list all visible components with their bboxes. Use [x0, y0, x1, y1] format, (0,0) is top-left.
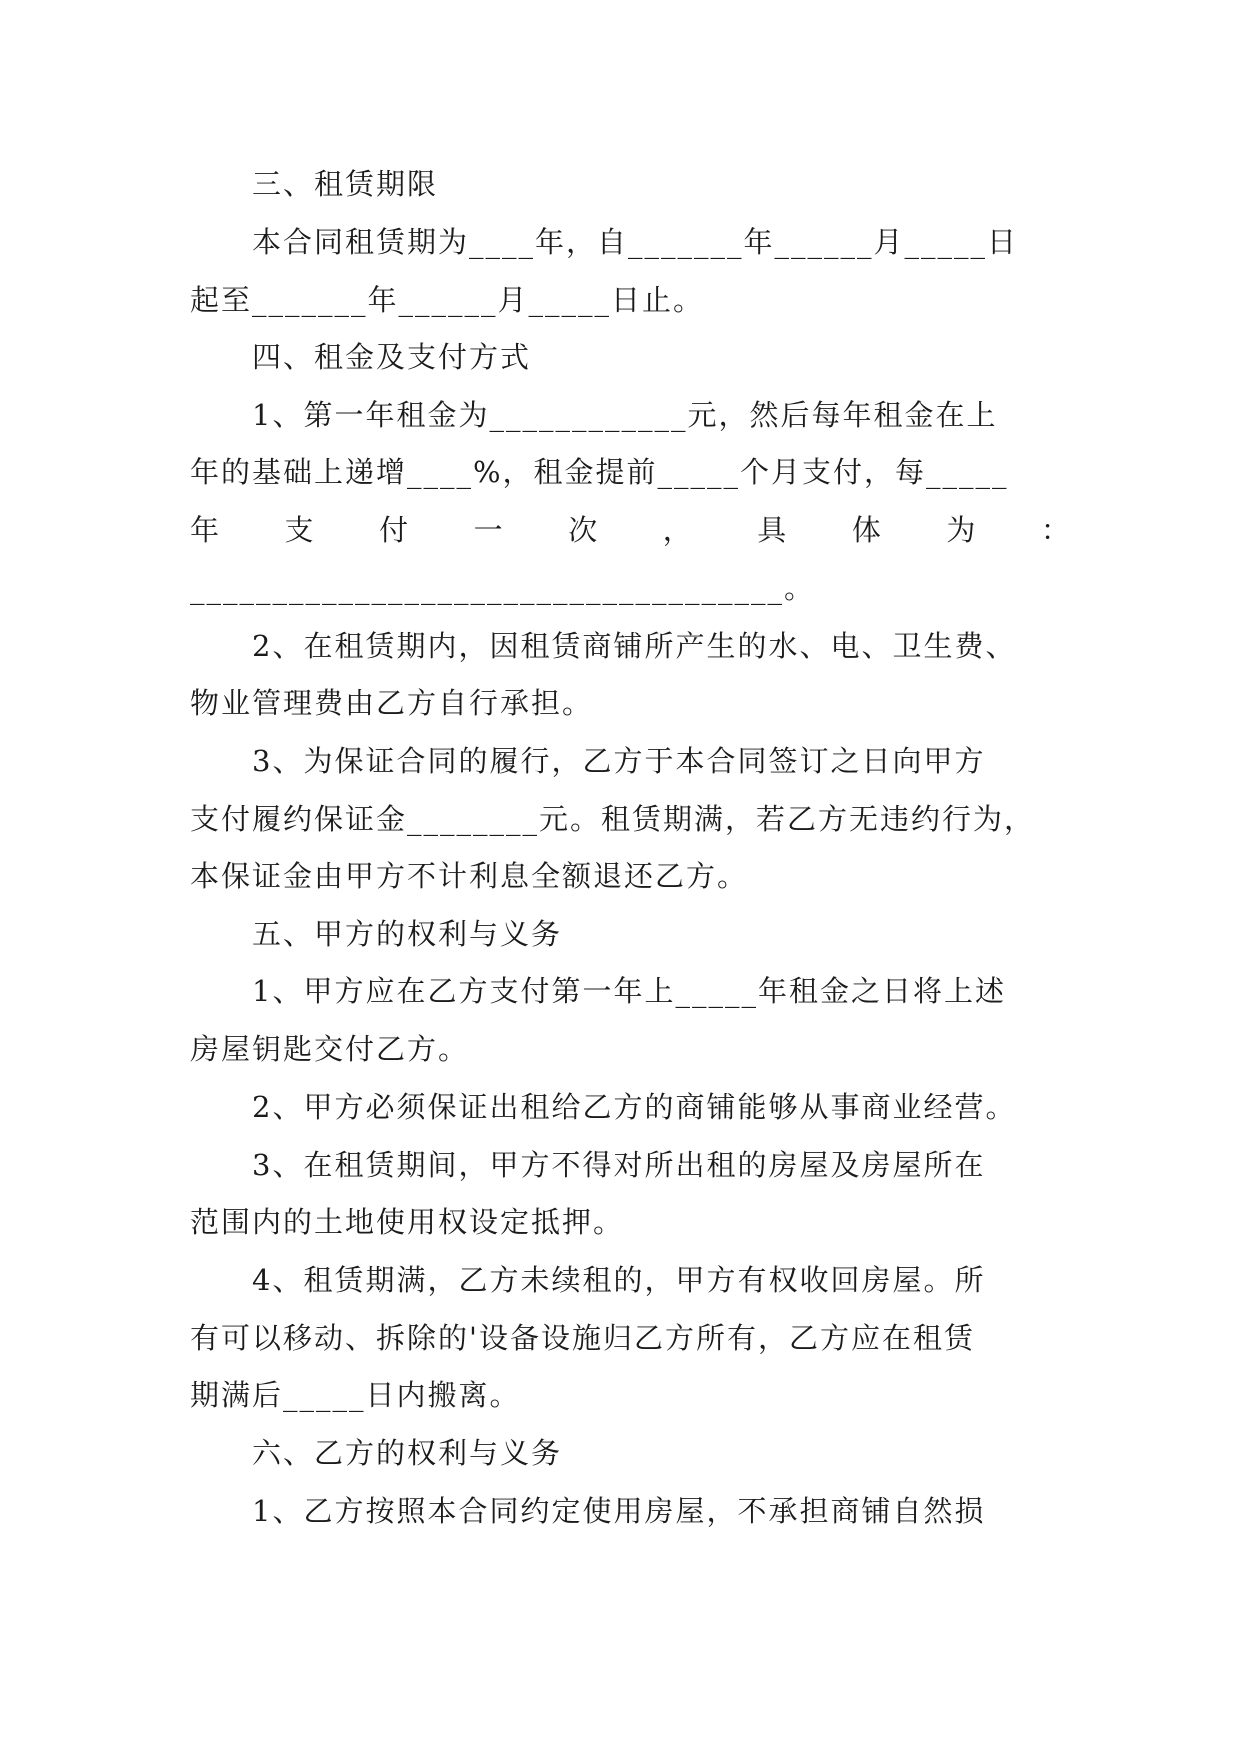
- paragraph-line: 1、乙方按照本合同约定使用房屋，不承担商铺自然损: [252, 1494, 986, 1528]
- paragraph-line: 房屋钥匙交付乙方。: [190, 1032, 470, 1066]
- paragraph-line: 3、在租赁期间，甲方不得对所出租的房屋及房屋所在: [252, 1148, 986, 1182]
- spread-char: 年: [190, 513, 220, 547]
- spread-char: 体: [851, 513, 881, 547]
- spread-char: 具: [757, 513, 787, 547]
- paragraph-line: 1、第一年租金为____________元，然后每年租金在上: [252, 398, 998, 432]
- paragraph-line: 1、甲方应在乙方支付第一年上_____年租金之日将上述: [252, 974, 1006, 1008]
- paragraph-line: 支付履约保证金________元。租赁期满，若乙方无违约行为，: [190, 802, 1036, 836]
- spread-char: 为: [946, 513, 976, 547]
- spread-char: 付: [379, 513, 409, 547]
- paragraph-line: 2、在租赁期内，因租赁商铺所产生的水、电、卫生费、: [252, 629, 1017, 663]
- paragraph-line: 2、甲方必须保证出租给乙方的商铺能够从事商业经营。: [252, 1090, 1017, 1124]
- paragraph-line: 起至_______年______月_____日止。: [190, 283, 705, 317]
- paragraph-line: 范围内的土地使用权设定抵押。: [190, 1205, 625, 1239]
- spread-char: ，: [662, 513, 692, 547]
- paragraph-line: 本合同租赁期为____年，自_______年______月_____日: [252, 225, 1019, 259]
- paragraph-line: ____________________________________。: [190, 571, 816, 605]
- spread-char: 一: [473, 513, 503, 547]
- section-heading-party-a: 五、甲方的权利与义务: [252, 917, 563, 951]
- paragraph-line: 本保证金由甲方不计利息全额退还乙方。: [190, 859, 749, 893]
- spread-char: 支: [284, 513, 314, 547]
- spread-char: ：: [1040, 513, 1070, 547]
- spread-char: 次: [568, 513, 598, 547]
- paragraph-line: 4、租赁期满，乙方未续租的，甲方有权收回房屋。所: [252, 1263, 986, 1297]
- paragraph-line: 有可以移动、拆除的'设备设施归乙方所有，乙方应在租赁: [190, 1321, 975, 1355]
- paragraph-line: 物业管理费由乙方自行承担。: [190, 686, 594, 720]
- spaced-paragraph-line: [190, 510, 1070, 550]
- section-heading-party-b: 六、乙方的权利与义务: [252, 1436, 563, 1470]
- section-heading-lease-term: 三、租赁期限: [252, 167, 439, 201]
- section-heading-rent-payment: 四、租金及支付方式: [252, 340, 532, 374]
- paragraph-line: 3、为保证合同的履行，乙方于本合同签订之日向甲方: [252, 744, 986, 778]
- paragraph-line: 年的基础上递增____%，租金提前_____个月支付，每_____: [190, 455, 1009, 489]
- paragraph-line: 期满后_____日内搬离。: [190, 1378, 521, 1412]
